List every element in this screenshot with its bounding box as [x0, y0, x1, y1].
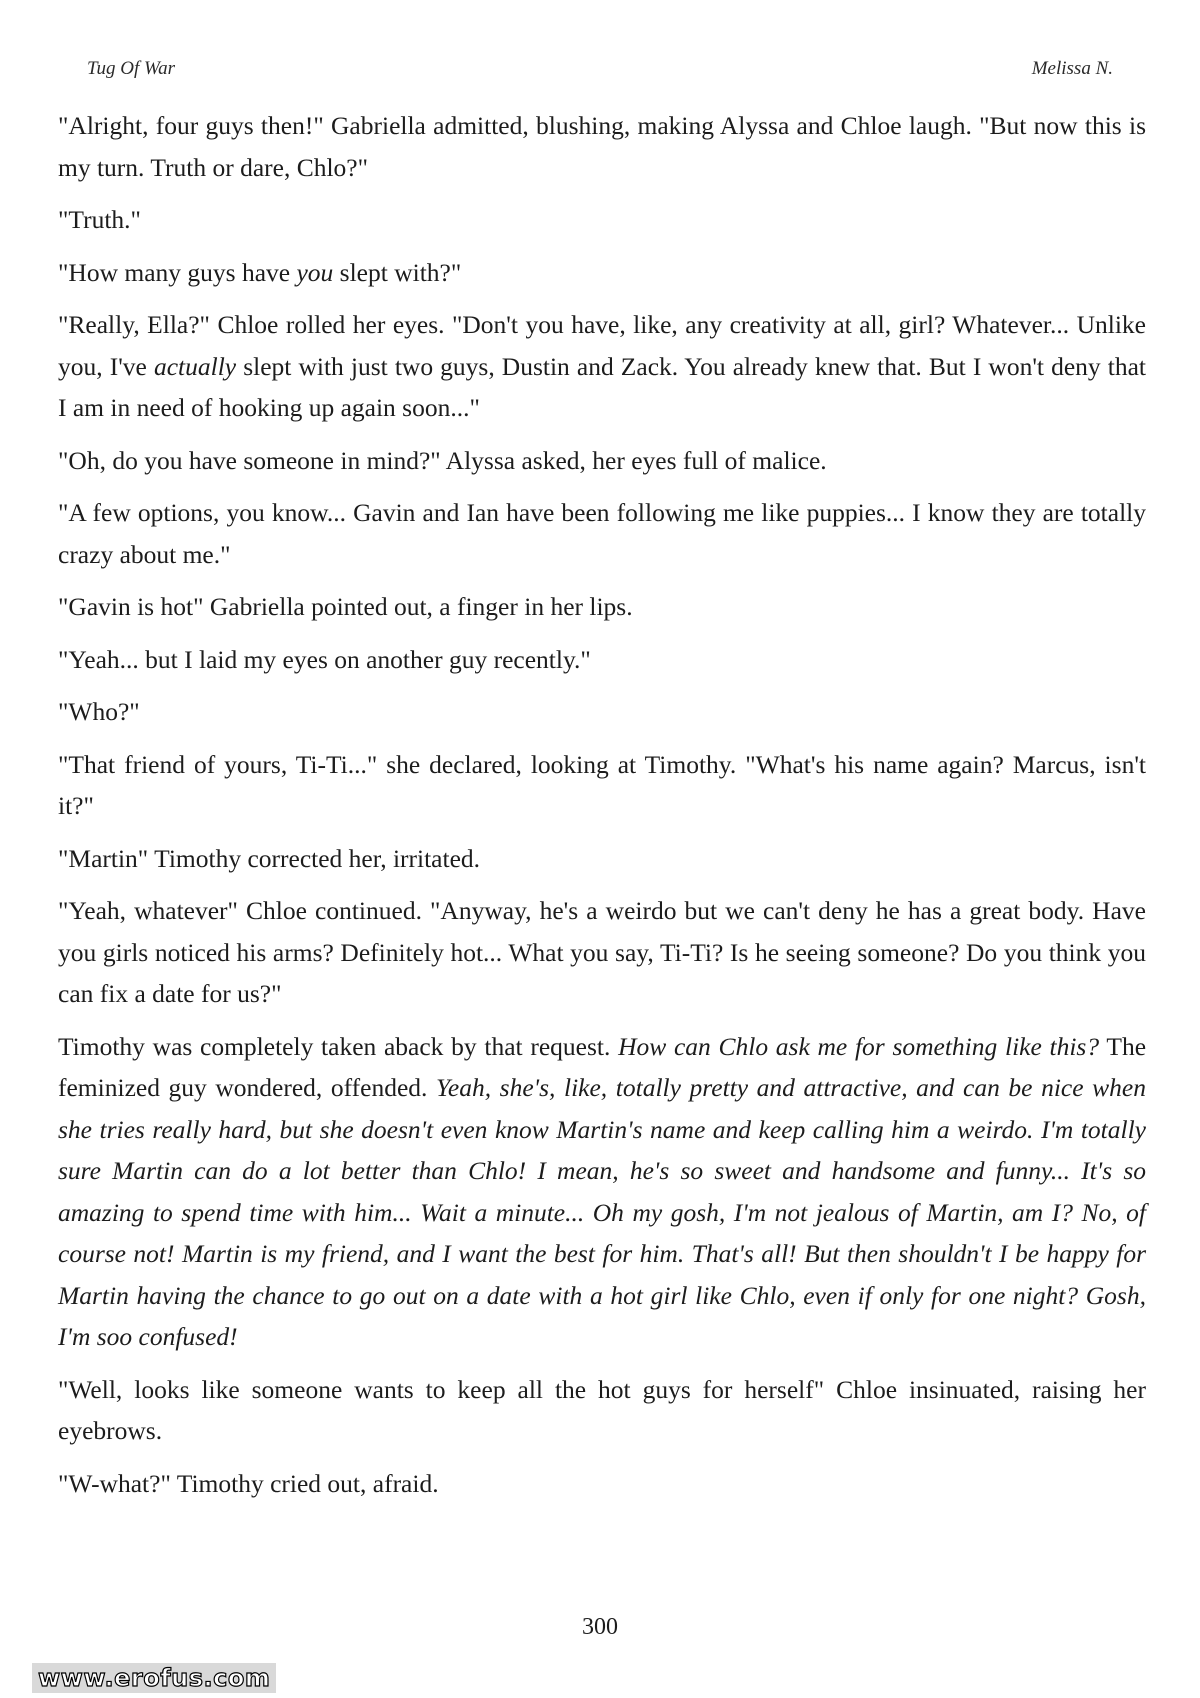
paragraph — [58, 691, 1146, 733]
text-run: "Martin" Timothy corrected her, irritated. — [58, 843, 481, 873]
book-title: Tug Of War — [87, 58, 175, 79]
text-run: "Truth." — [58, 205, 141, 234]
paragraph — [58, 105, 1146, 188]
paragraph — [58, 440, 1146, 482]
text-run: "Oh, do you have someone in mind?" Alyssa asked, her eyes full of malice. — [58, 445, 827, 475]
text-run: "Really, Ella?" Chloe rolled her eyes. "Don't you have, like, any creativity at all, girl? Whatever... Unlike you, I've — [58, 310, 1146, 381]
text-run: "Gavin is hot" Gabriella pointed out, a finger in her lips. — [58, 592, 633, 621]
italic-text: Yeah, she's, like, totally pretty and attractive, and can be nice when she tries really hard, but she doesn't even know Martin's name and keep calling him a weirdo. I'm totally sure Martin can do a lot better than Chlo! I mean, he's so sweet and handsome and funny... It's so amazing to spend time with him... Wait a minute... Oh my gosh, I'm not jealous of Martin, am I? No, of course not! Martin is my friend, and I want the best for him. That's all! But then shouldn't I be happy for Martin having the chance to go out on a date with a hot girl like Chlo, even if only for one night? Gosh, I'm soo confused! — [58, 1073, 1146, 1351]
italic-text: actually — [153, 351, 237, 381]
paragraph — [58, 1026, 1146, 1358]
paragraph — [58, 586, 1146, 628]
paragraph — [58, 1463, 1146, 1505]
paragraph — [58, 199, 1146, 241]
paragraph — [58, 890, 1146, 1015]
text-run: "Well, looks like someone wants to keep all the hot guys for herself" Chloe insinuated, raising her eyebrows. — [58, 1374, 1146, 1445]
text-run: "W-what?" Timothy cried out, afraid. — [58, 1468, 439, 1498]
text-run: slept with?" — [333, 257, 462, 287]
text-run: "A few options, you know... Gavin and Ian have been following me like puppies... I know they are totally crazy about me." — [58, 498, 1146, 569]
paragraph — [58, 492, 1146, 575]
paragraph — [58, 744, 1146, 827]
text-run: "Yeah, whatever" Chloe continued. "Anyway, he's a weirdo but we can't deny he has a great body. Have you girls noticed his arms? Definitely hot... What you say, Ti-Ti? Is he seeing someone? Do you think you can fix a date for us?" — [58, 896, 1146, 1008]
watermark-link[interactable]: www.erofus.com — [32, 1663, 276, 1693]
text-run: "How many guys have — [58, 257, 297, 287]
page-number: 300 — [582, 1614, 618, 1640]
text-run: "Who?" — [58, 697, 140, 726]
paragraph — [58, 304, 1146, 429]
italic-text: How can Chlo ask me for something like this? — [618, 1031, 1100, 1061]
paragraph — [58, 639, 1146, 681]
paragraph — [58, 1369, 1146, 1452]
paragraph — [58, 252, 1146, 294]
paragraph — [58, 838, 1146, 880]
text-run: "Alright, four guys then!" Gabriella admitted, blushing, making Alyssa and Chloe laugh. "But now this is my turn. Truth or dare, Chlo?" — [58, 111, 1146, 182]
text-run: "That friend of yours, Ti-Ti..." she declared, looking at Timothy. "What's his name again? Marcus, isn't it?" — [58, 749, 1146, 820]
text-run: Timothy was completely taken aback by that request. — [58, 1031, 619, 1061]
text-run: The feminized guy wondered, offended. — [58, 1031, 1147, 1102]
text-run: slept with just two guys, Dustin and Zack. You already knew that. But I won't deny that I am in need of hooking up again soon..." — [58, 351, 1146, 422]
text-run: "Yeah... but I laid my eyes on another guy recently." — [58, 644, 591, 674]
italic-text: you — [296, 257, 334, 287]
body-text — [58, 105, 1146, 1515]
author-name: Melissa N. — [1031, 58, 1113, 79]
